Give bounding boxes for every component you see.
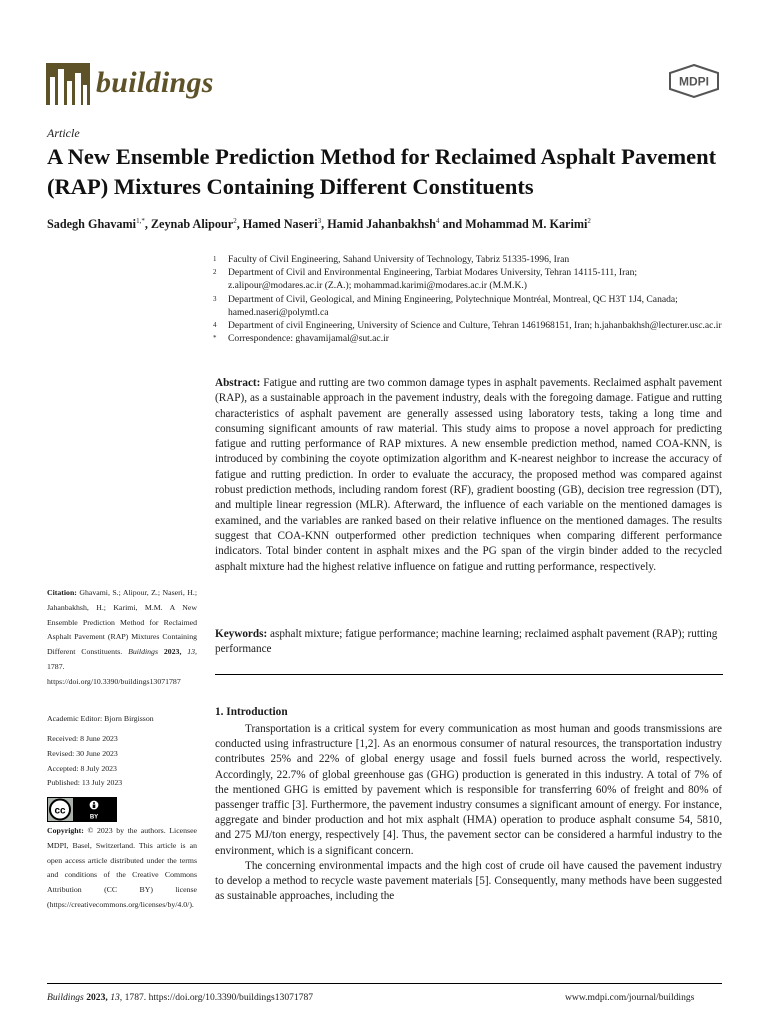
affiliation-number: 3: [213, 294, 217, 303]
author-affiliation-mark: 1,*: [136, 216, 145, 225]
keywords-label: Keywords:: [215, 628, 268, 640]
citation-doi[interactable]: 1787. https://doi.org/10.3390/buildings13071787: [47, 661, 181, 686]
affiliation-text: Department of Civil, Geological, and Mining Engineering, Polytechnique Montréal, Montreal, QC H3T 1J4, Canada; hamed.naseri@polymtl.ca: [228, 293, 678, 318]
affiliation-item: [213, 293, 733, 319]
article-dates: [47, 732, 197, 791]
affiliation-text: Department of civil Engineering, University of Science and Culture, Tehran 1461968151, Iran; h.jahanbakhsh@lecturer.usc.ac.ir: [228, 320, 722, 332]
author-affiliation-mark: 2: [587, 216, 591, 225]
author-affiliation-mark: 2: [233, 216, 237, 225]
footer-citation: [47, 992, 313, 1003]
abstract-text: Fatigue and rutting are two common damage types in asphalt pavements. Reclaimed asphalt pavement (RAP), as a sustainable approach in the pavement industry, deals with the foregoing damage. Fatigue and rutting characteristics of asphalt pavement are generally assessed using laboratory tests, taking a long time and consuming significant amounts of raw material. This study aims to propose a novel approach for predicting fatigue and rutting performance of RAP mixtures. A new ensemble prediction method, named COA-KNN, is introduced by combining the coyote optimization algorithm and K-nearest neighbor to increase the accuracy of fatigue and rutting prediction. In order to evaluate the accuracy, the proposed method was compared against robust prediction methods, including random forest (RF), gradient boosting (GB), decision tree regression (DT), and multiple linear regression (MLR). Afterward, the influence of each variable on the mentioned damages is examined, and the variables are ranked based on their relative influence on the mentioned damages. The results suggest that COA-KNN outperformed other prediction techniques when comparing different performance indicators. Total binder content in asphalt mixes and the PG span of the virgin binder added to the recycled asphalt mixture had the highest relative influence on fatigue and rutting performance, respectively.: [215, 377, 723, 573]
footer-journal: Buildings: [47, 992, 84, 1003]
paper-title: A New Ensemble Prediction Method for Reclaimed Asphalt Pavement (RAP) Mixtures Containing Different Constituents: [47, 144, 717, 199]
affiliation-number: 2: [213, 268, 217, 277]
abstract: [215, 376, 722, 575]
section-heading: 1. Introduction: [215, 706, 288, 718]
cc-by-license-icon[interactable]: [47, 797, 117, 822]
date-published: Published: 13 July 2023: [47, 778, 123, 788]
citation-text: Ghavami, S.; Alipour, Z.; Naseri, H.; Jahanbakhsh, H.; Karimi, M.M. A New Ensemble Prediction Method for Reclaimed Asphalt Pavement (RAP) Mixtures Containing Different Constituents.: [47, 588, 197, 657]
correspondence-text: Correspondence: ghavamijamal@sut.ac.ir: [228, 333, 389, 345]
author-affiliation-mark: 3: [317, 216, 322, 225]
journal-name: buildings: [96, 66, 214, 99]
svg-text:cc: cc: [54, 805, 66, 817]
keywords-text: asphalt mixture; fatigue performance; machine learning; reclaimed asphalt pavement (RAP); rutting performance: [215, 628, 718, 656]
author-name: Zeynab Alipour: [150, 217, 234, 231]
affiliation-text: Department of Civil and Environmental Engineering, Tarbiat Modares University, Tehran 14115-111, Iran; z.alipour@modares.ac.ir (Z.A.); mohammad.karimi@modares.ac.ir (M.M.K.): [228, 267, 638, 292]
author-name: Hamed Naseri: [242, 217, 318, 231]
author-name: Sadegh Ghavami: [47, 217, 137, 231]
affiliation-text: Faculty of Civil Engineering, Sahand University of Technology, Tabriz 51335-1996, Iran: [228, 254, 570, 265]
date-received: Received: 8 June 2023: [47, 734, 118, 743]
paragraph: The concerning environmental impacts and the high cost of crude oil have caused the pavement industry to develop a method to recycle waste pavement materials [5]. Consequently, many methods have been suggested as sustainable approaches, including the: [215, 859, 722, 903]
copyright-notice: [47, 824, 197, 913]
abstract-label: Abstract:: [215, 377, 261, 389]
keywords: [215, 627, 722, 658]
affiliations: [213, 253, 733, 345]
date-revised: Revised: 30 June 2023: [47, 748, 118, 758]
affiliation-number: 4: [213, 321, 217, 330]
citation-year: 2023,: [163, 647, 182, 657]
footer-year: 2023,: [86, 992, 108, 1003]
mdpi-logo-icon: [668, 64, 720, 98]
buildings-logo-icon: [46, 63, 90, 105]
copyright-label: Copyright:: [47, 826, 84, 835]
author-name: Hamid Jahanbakhsh: [327, 217, 436, 231]
citation-label: Citation:: [47, 588, 77, 597]
article-type: Article: [47, 126, 80, 140]
journal-url-link[interactable]: www.mdpi.com/journal/buildings: [565, 992, 695, 1003]
affiliation-item: [213, 266, 733, 292]
introduction-body: [215, 722, 722, 904]
author-name: Mohammad M. Karimi: [465, 217, 588, 231]
paragraph: Transportation is a critical system for every communication as most human and goods transmissions are conducted using infrastructure [1,2]. As an enormous consumer of natural resources, the transportation industry contributes 25% and 22% of global energy usage and fossil fuels burned across the world, respectively. Accordingly, 22.7% of global greenhouse gas (GHG) production is generated in this industry. A total of 7% of the mentioned GHG is emitted by pavement which is responsible for transferring 60% of freight and 80% of passenger traffic [3]. Furthermore, the pavement industry consumes a significant amount of energy. For instance, aggregate and binder production and hot mix asphalt (HMA) operation to produce asphalt consume 54, 5810, and 275 MJ/ton energy, respectively [4]. Thus, the pavement sector can be considered a harmful industry to the environment, which is a significant concern.: [215, 723, 722, 857]
footer-volume: 13,: [110, 992, 123, 1003]
date-accepted: Accepted: 8 July 2023: [47, 763, 117, 773]
section-divider: [215, 674, 723, 675]
affiliation-number: *: [213, 334, 217, 343]
footer-divider: [47, 983, 722, 984]
affiliation-item: [213, 319, 733, 332]
affiliation-number: 1: [213, 255, 217, 263]
author-affiliation-mark: 4: [435, 216, 440, 225]
svg-text:BY: BY: [89, 814, 99, 821]
copyright-text: © 2023 by the authors. Licensee MDPI, Basel, Switzerland. This article is an open access article distributed under the terms and conditions of the Creative Commons Attribution (CC BY) license (https://creativecommons.org/licenses/by/4.0/).: [47, 826, 197, 909]
citation: [47, 586, 197, 690]
footer-doi[interactable]: 1787. https://doi.org/10.3390/buildings13071787: [124, 992, 314, 1003]
svg-text:MDPI: MDPI: [679, 74, 709, 89]
affiliation-item: [213, 253, 733, 266]
citation-volume: 13,: [187, 647, 197, 657]
citation-journal: Buildings: [128, 647, 158, 657]
academic-editor: Academic Editor: Bjorn Birgisson: [47, 714, 154, 723]
author-list: Sadegh Ghavami$^{1,*}$, Zeynab Alipour$^2$, Hamed Naseri$^3$, Hamid Jahanbakhsh$^4$ and Mohammad M. Karimi$^2$: [47, 216, 591, 231]
correspondence: [213, 332, 733, 345]
